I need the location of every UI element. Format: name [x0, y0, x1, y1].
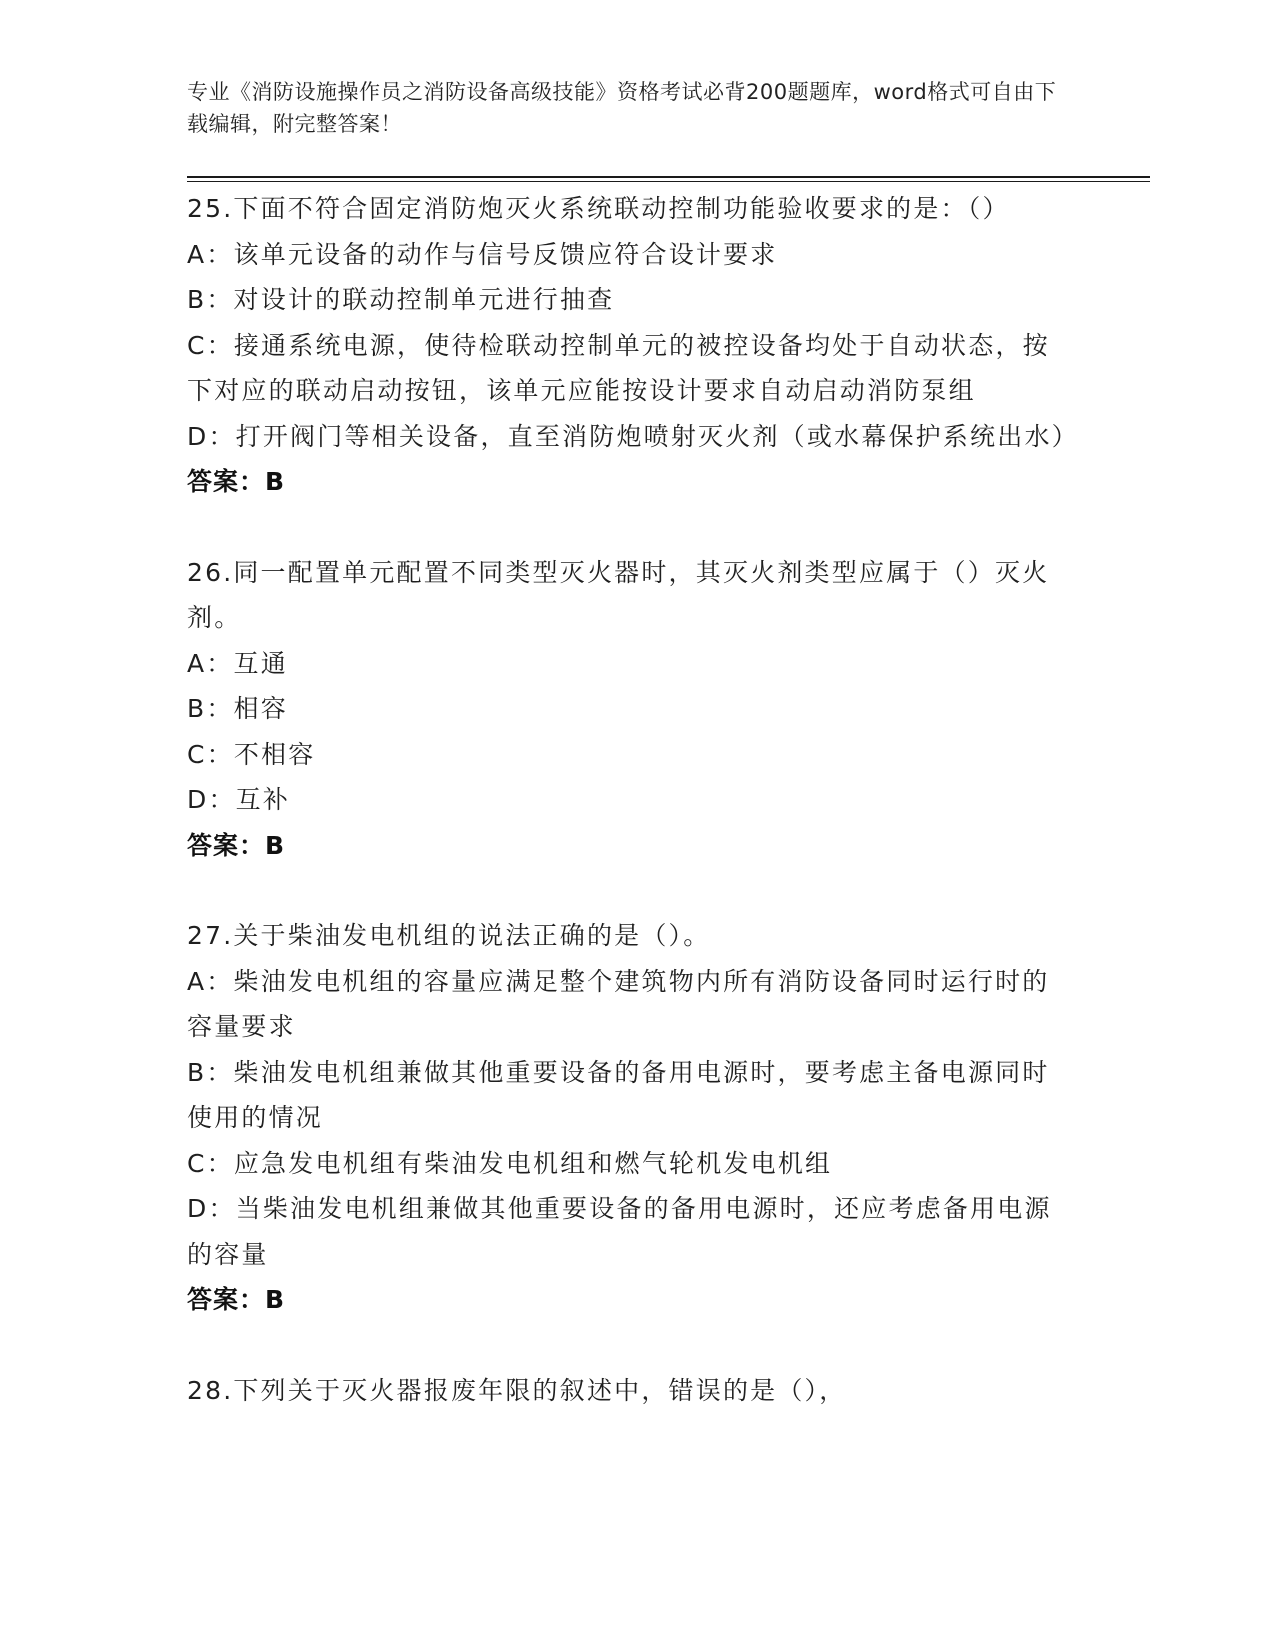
header-divider-thin [187, 181, 1150, 182]
option-a: A：该单元设备的动作与信号反馈应符合设计要求 [187, 239, 778, 269]
option-d: D：打开阀门等相关设备，直至消防炮喷射灭火剂（或水幕保护系统出水） [187, 421, 1079, 451]
question-28 [187, 1368, 1067, 1414]
question-gap [187, 505, 1067, 550]
question-stem: 26.同一配置单元配置不同类型灭火器时，其灭火剂类型应属于（）灭火剂。 [187, 557, 1050, 632]
option-c: C：应急发电机组有柴油发电机组和燃气轮机发电机组 [187, 1148, 833, 1178]
option-c: C：接通系统电源，使待检联动控制单元的被控设备均处于自动状态，按下对应的联动启动按钮，该单元应能按设计要求自动启动消防泵组 [187, 330, 1050, 405]
question-list [187, 186, 1079, 1413]
question-26 [187, 550, 1067, 869]
question-gap [187, 868, 1067, 913]
question-gap [187, 1323, 1067, 1368]
option-b: B：相容 [187, 694, 288, 723]
answer-label: 答案：B [187, 1285, 286, 1314]
option-a: A：柴油发电机组的容量应满足整个建筑物内所有消防设备同时运行时的容量要求 [187, 966, 1050, 1041]
answer-label: 答案：B [187, 830, 286, 860]
question-25 [187, 186, 1079, 505]
option-c: C：不相容 [187, 739, 316, 769]
option-d: D：互补 [187, 785, 291, 814]
document-intro: 专业《消防设施操作员之消防设备高级技能》资格考试必背200题题库，word格式可自由下载编辑，附完整答案！ [187, 80, 1057, 136]
question-stem: 28.下列关于灭火器报废年限的叙述中，错误的是（）， [187, 1375, 847, 1405]
option-d: D：当柴油发电机组兼做其他重要设备的备用电源时，还应考虑备用电源的容量 [187, 1194, 1052, 1269]
option-b: B：对设计的联动控制单元进行抽查 [187, 285, 615, 314]
question-stem: 27.关于柴油发电机组的说法正确的是（）。 [187, 921, 711, 950]
question-27 [187, 913, 1067, 1323]
header-divider-thick [187, 176, 1150, 178]
question-stem: 25.下面不符合固定消防炮灭火系统联动控制功能验收要求的是：（） [187, 194, 1010, 223]
answer-label: 答案：B [187, 467, 286, 496]
option-b: B：柴油发电机组兼做其他重要设备的备用电源时，要考虑主备电源同时使用的情况 [187, 1057, 1050, 1132]
option-a: A：互通 [187, 648, 288, 678]
